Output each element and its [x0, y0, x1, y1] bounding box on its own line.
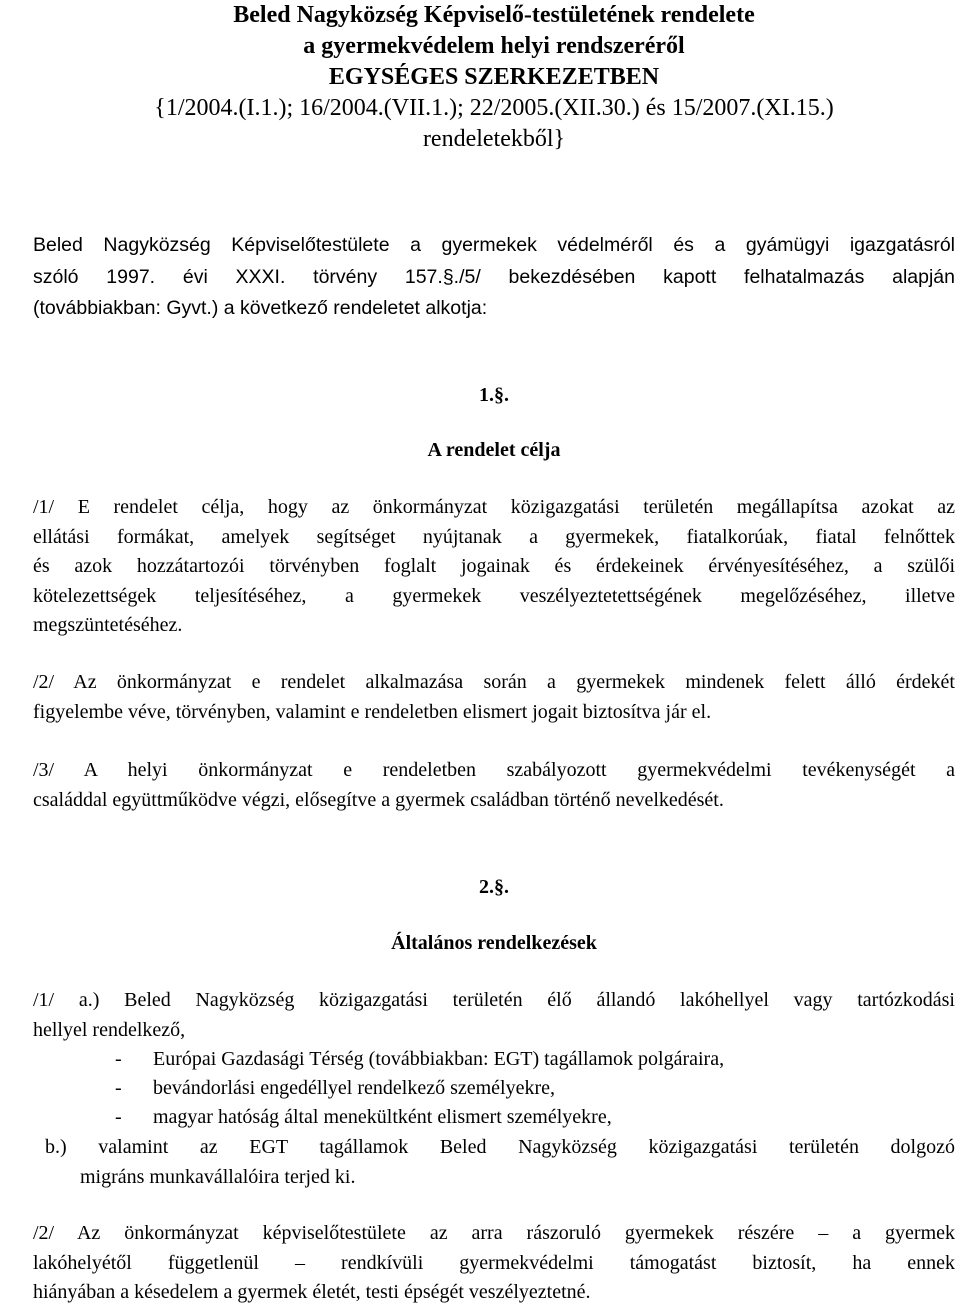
paragraph-line: lakóhelyétől függetlenül – rendkívüli gyermekvédelmi támogatást biztosít, ha ennek	[33, 1251, 955, 1274]
section-2-paragraph-1b	[45, 1133, 955, 1192]
paragraph-line: /3/ A helyi önkormányzat e rendeletben szabályozott gyermekvédelmi tevékenységét a	[33, 759, 955, 781]
paragraph-line: hiányában a késedelem a gyermek életét, testi épségét veszélyeztetné.	[33, 1281, 591, 1303]
paragraph-line: és azok hozzátartozói törvényben foglalt jogainak és érdekeinek érvényesítéséhez, a szülői	[33, 555, 955, 577]
list-item-text: Európai Gazdasági Térség (továbbiakban: EGT) tagállamok polgáraira,	[153, 1048, 725, 1070]
list-item	[115, 1074, 915, 1104]
paragraph-line: b.) valamint az EGT tagállamok Beled Nagyközség közigazgatási területén dolgozó	[45, 1136, 955, 1158]
list-dash: -	[115, 1077, 122, 1099]
paragraph-line: /1/ E rendelet célja, hogy az önkormányzat közigazgatási területén megállapítsa azokat az	[33, 496, 955, 518]
intro-line: Beled Nagyközség Képviselőtestülete a gyermekek védelméről és a gyámügyi igazgatásról	[33, 234, 955, 256]
paragraph-line: ellátási formákat, amelyek segítséget nyújtanak a gyermekek, fiatalkorúak, fiatal felnőttek	[33, 525, 955, 548]
section-2-paragraph-2	[33, 1219, 955, 1308]
intro-line: szóló 1997. évi XXXI. törvény 157.§./5/ bekezdésében kapott felhatalmazás alapján	[33, 265, 955, 288]
section-2-title: Általános rendelkezések	[391, 932, 597, 954]
paragraph-line: /2/ Az önkormányzat képviselőtestülete az arra rászoruló gyermekek részére – a gyermek	[33, 1222, 955, 1244]
list-item	[115, 1045, 915, 1075]
paragraph-line: családdal együttműködve végzi, elősegítve a gyermek családban történő nevelkedését.	[33, 788, 724, 811]
paragraph-line: hellyel rendelkező,	[33, 1018, 186, 1041]
paragraph-line: /2/ Az önkormányzat e rendelet alkalmazása során a gyermekek mindenek felett álló érdekét	[33, 671, 955, 693]
list-item-text: magyar hatóság által menekültként elismert személyekre,	[153, 1106, 612, 1128]
paragraph-line: /1/ a.) Beled Nagyközség közigazgatási területén élő állandó lakóhellyel vagy tartózkodási	[33, 989, 955, 1011]
paragraph-line: megszüntetéséhez.	[33, 614, 183, 636]
section-1-number: 1.§.	[479, 384, 509, 406]
section-1-paragraph-3	[33, 756, 955, 815]
paragraph-line: migráns munkavállalóira terjed ki.	[80, 1165, 356, 1188]
section-1-paragraph-2	[33, 668, 955, 727]
paragraph-line: figyelembe véve, törvényben, valamint e rendeletben elismert jogait biztosítva jár el.	[33, 700, 712, 723]
list-item-text: bevándorlási engedéllyel rendelkező személyekre,	[153, 1077, 556, 1099]
section-1-title: A rendelet célja	[427, 439, 561, 461]
list-dash: -	[115, 1048, 122, 1070]
list-item	[115, 1103, 915, 1133]
subtitle-line: rendeletekből}	[422, 126, 566, 152]
paragraph-line: kötelezettségek teljesítéséhez, a gyermekek veszélyeztetettségének megelőzéséhez, illetve	[33, 584, 955, 607]
intro-line: (továbbiakban: Gyvt.) a következő rendeletet alkotja:	[33, 297, 488, 319]
title-line: a gyermekvédelem helyi rendszeréről	[303, 33, 685, 59]
section-1-paragraph-1	[33, 493, 955, 641]
document-subtitle	[33, 93, 955, 155]
section-2-number: 2.§.	[479, 876, 509, 898]
subtitle-line: {1/2004.(I.1.); 16/2004.(VII.1.); 22/2005.(XII.30.) és 15/2007.(XI.15.)	[154, 95, 834, 121]
list-dash: -	[115, 1106, 122, 1128]
document-title	[33, 0, 955, 93]
title-line: EGYSÉGES SZERKEZETBEN	[328, 64, 660, 90]
title-line: Beled Nagyközség Képviselő-testületének rendelete	[233, 2, 755, 28]
intro-paragraph	[33, 230, 955, 325]
section-2-paragraph-1a	[33, 986, 955, 1045]
